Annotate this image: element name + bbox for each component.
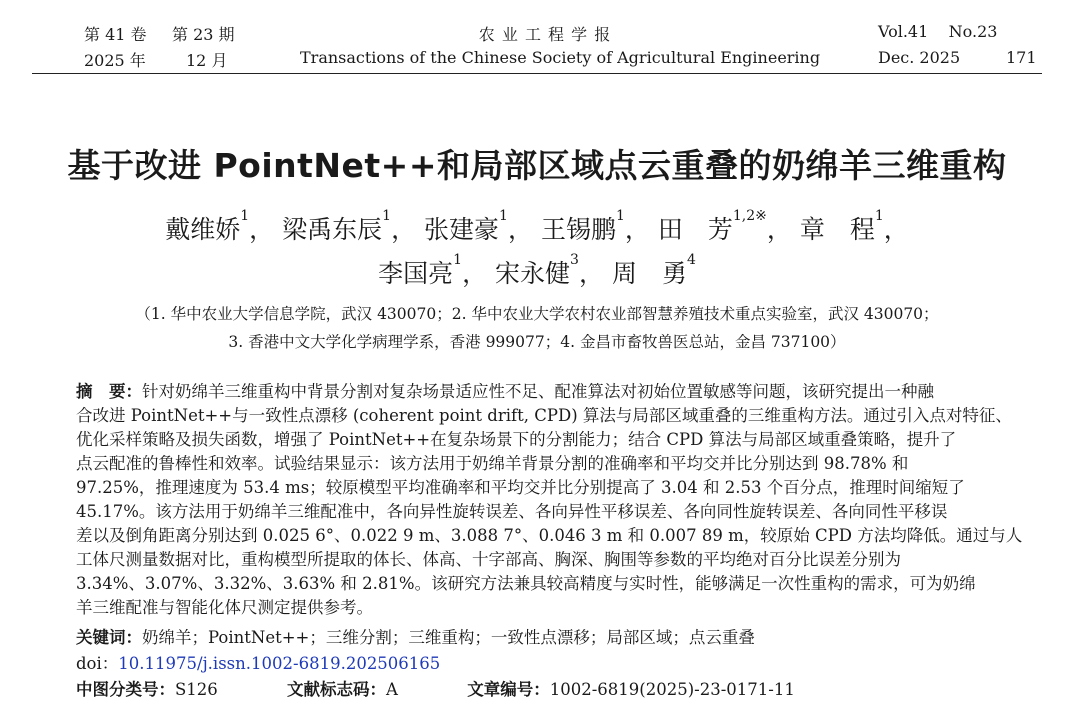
- author-separator: ，: [391, 215, 417, 244]
- affiliation-line: 3. 香港中文大学化学病理学系，香港 999077；4. 金昌市畜牧兽医总站，金昌 737100）: [228, 333, 846, 351]
- month-label: 12 月: [186, 51, 228, 70]
- author-separator: ，: [578, 259, 604, 288]
- clc-label: 中图分类号：: [76, 680, 175, 699]
- author-separator: ，: [249, 215, 275, 244]
- author-affil-sup: 3: [570, 252, 579, 268]
- doi-line: [76, 652, 1020, 676]
- author-name: 宋永健: [495, 259, 571, 288]
- author-separator: ，: [766, 215, 792, 244]
- author-name: 王锡鹏: [540, 215, 616, 244]
- author-separator: ，: [462, 259, 488, 288]
- affiliation-line: （1. 华中农业大学信息学院，武汉 430070；2. 华中农业大学农村农业部智慧养殖技术重点实验室，武汉 430070；: [135, 305, 939, 323]
- vol-no: Vol.41 No.23: [878, 22, 998, 41]
- abstract-line: 97.25%，推理速度为 53.4 ms；较原模型平均准确率和平均交并比分别提高了 3.04 和 2.53 个百分点，推理时间缩短了: [76, 478, 965, 497]
- author-affil-sup: 4: [686, 252, 696, 268]
- author-separator: ，: [624, 215, 650, 244]
- journal-title-en: Transactions of the Chinese Society of Agricultural Engineering: [300, 48, 821, 67]
- authors-line-1: [0, 210, 1074, 246]
- authors-line-2: [0, 254, 1074, 290]
- abstract-line: 羊三维配准与智能化体尺测定提供参考。: [76, 598, 373, 617]
- abstract-line: 差以及倒角距离分别达到 0.025 6°、0.022 9 m、3.088 7°、0.046 3 m 和 0.007 89 m，较原始 CPD 方法均降低。通过与人: [76, 526, 1023, 545]
- date-en: Dec. 2025: [878, 48, 961, 67]
- keywords-line: [76, 626, 1020, 650]
- author-affil-sup: 1: [382, 208, 392, 224]
- abstract-line: 3.34%、3.07%、3.32%、3.63% 和 2.81%。该研究方法兼具较高精度与实时性，能够满足一次性重构的需求，可为奶绵: [76, 574, 976, 593]
- keywords-label: 关键词：: [76, 628, 142, 647]
- doi-link[interactable]: 10.11975/j.issn.1002-6819.202506165: [118, 654, 441, 673]
- volume-label: 第 41 卷: [84, 25, 147, 44]
- doc-code-label: 文献标志码：: [287, 680, 387, 699]
- classification-line: [76, 678, 1020, 702]
- author-name: 梁禹东辰: [282, 215, 383, 244]
- abstract-label: 摘 要：: [76, 382, 142, 401]
- author-name: 张建豪: [424, 215, 500, 244]
- author-affil-sup: 1,2※: [732, 208, 767, 224]
- author-name: 章 程: [799, 215, 875, 244]
- abstract-text: 针对奶绵羊三维重构中背景分割对复杂场景适应性不足、配准算法对初始位置敏感等问题，该研究提出一种融: [142, 382, 934, 401]
- abstract-line: [76, 380, 1020, 404]
- abstract-line: 合改进 PointNet++与一致性点漂移 (coherent point drift, CPD) 算法与局部区域重叠的三维重构方法。通过引入点对特征、: [76, 406, 1012, 425]
- author-name: 李国亮: [378, 259, 454, 288]
- abstract-line: 工体尺测量数据对比，重构模型所提取的体长、体高、十字部高、胸深、胸围等参数的平均绝对百分比误差分别为: [76, 550, 901, 569]
- abstract-line: 点云配准的鲁棒性和效率。试验结果显示：该方法用于奶绵羊背景分割的准确率和平均交并比分别达到 98.78% 和: [76, 454, 909, 473]
- author-affil-sup: 1: [453, 252, 463, 268]
- doc-code-value: A: [386, 680, 398, 699]
- author-affil-sup: 1: [615, 208, 625, 224]
- author-affil-sup: 1: [874, 208, 884, 224]
- page-number: 171: [1006, 48, 1037, 67]
- clc-value: S126: [175, 680, 218, 699]
- paper-title: 基于改进 PointNet++和局部区域点云重叠的奶绵羊三维重构: [67, 146, 1007, 185]
- journal-title-cn: 农 业 工 程 学 报: [478, 25, 612, 44]
- author-name: 田 芳: [657, 215, 733, 244]
- abstract-line: 优化采样策略及损失函数，增强了 PointNet++在复杂场景下的分割能力；结合 CPD 算法与局部区域重叠策略，提升了: [76, 430, 957, 449]
- author-affil-sup: 1: [240, 208, 250, 224]
- abstract-line: 45.17%。该方法用于奶绵羊三维配准中，各向异性旋转误差、各向异性平移误差、各向同性旋转误差、各向同性平移误: [76, 502, 948, 521]
- author-separator: ，: [507, 215, 533, 244]
- header-rule: [32, 73, 1042, 74]
- article-number-label: 文章编号：: [467, 680, 550, 699]
- author-name: 周 勇: [611, 259, 687, 288]
- issue-label: 第 23 期: [172, 25, 235, 44]
- author-separator: ，: [883, 215, 909, 244]
- year-label: 2025 年: [84, 51, 146, 70]
- keywords-text: 奶绵羊；PointNet++；三维分割；三维重构；一致性点漂移；局部区域；点云重叠: [142, 628, 755, 647]
- doi-label: doi：: [76, 654, 119, 673]
- author-name: 戴维娇: [165, 215, 241, 244]
- article-number-value: 1002-6819(2025)-23-0171-11: [549, 680, 795, 699]
- author-affil-sup: 1: [499, 208, 508, 224]
